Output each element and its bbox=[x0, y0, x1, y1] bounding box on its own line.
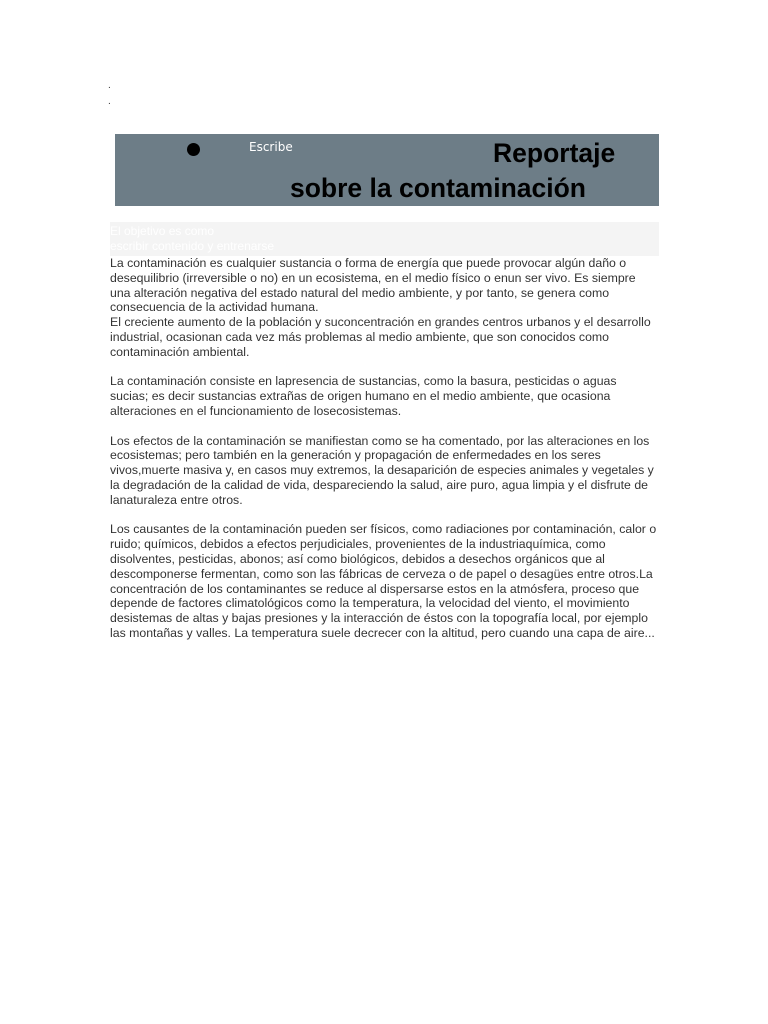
faded-caption-line: escribir contenido y entrenarse bbox=[110, 239, 275, 253]
article-body bbox=[110, 256, 658, 656]
article-paragraph: La contaminación consiste en lapresencia de sustancias, como la basura, pesticidas o aguas sucias; es decir sustancias extrañas de origen humano en el medio ambiente, que ocasiona alteraciones en el funcionamiento de losecosistemas. bbox=[110, 374, 617, 418]
article-paragraph: El creciente aumento de la población y suconcentración en grandes centros urbanos y el desarrollo industrial, ocasionan cada vez más problemas al medio ambiente, que son conocidos como contaminación ambiental. bbox=[110, 315, 651, 359]
page-title: Reportaje sobre la contaminación bbox=[290, 138, 616, 203]
faded-caption bbox=[110, 224, 274, 254]
article-paragraph: La contaminación es cualquier sustancia o forma de energía que puede provocar algún daño o desequilibrio (irreversible o no) en un ecosistema, en el medio físico o enun ser vivo. Es siempre una alteración negativa del estado natural del medio ambiente, y por tanto, se genera como consecuencia de la actividad humana. bbox=[110, 256, 636, 315]
dot-mark: . bbox=[108, 80, 111, 91]
escribe-label: Escribe bbox=[249, 140, 293, 154]
title-banner bbox=[115, 134, 659, 206]
faded-caption-line: El objetivo es como bbox=[110, 224, 215, 238]
article-paragraph: Los efectos de la contaminación se manifiestan como se ha comentado, por las alteraciones en los ecosistemas; pero también en la generación y propagación de enfermedades en los seres vivos,muerte masiva y, en casos muy extremos, la desaparición de especies animales y vegetales y la degradación de la calidad de vida, despareciendo la salud, aire puro, agua limpia y el disfrute de lanaturaleza entre otros. bbox=[110, 433, 654, 507]
article-paragraph: Los causantes de la contaminación pueden ser físicos, como radiaciones por contaminación, calor o ruido; químicos, debidos a efectos perjudiciales, provenientes de la industriaquímica, como disolventes, pesticidas, abonos; así como biológicos, debidos a desechos orgánicos que al descomponerse fermentan, como son las fábricas de cerveza o de papel o desagües entre otros.La concentración de los contaminantes se reduce al dispersarse estos en la atmósfera, proceso que depende de factores climatológicos como la temperatura, la velocidad del viento, el movimiento desistemas de altas y bajas presiones y la interacción de éstos con la topografía local, por ejemplo las montañas y valles. La temperatura suele decrecer con la altitud, pero cuando una capa de aire... bbox=[110, 522, 657, 640]
dot-mark: . bbox=[108, 96, 111, 107]
dot-marks bbox=[108, 78, 111, 110]
